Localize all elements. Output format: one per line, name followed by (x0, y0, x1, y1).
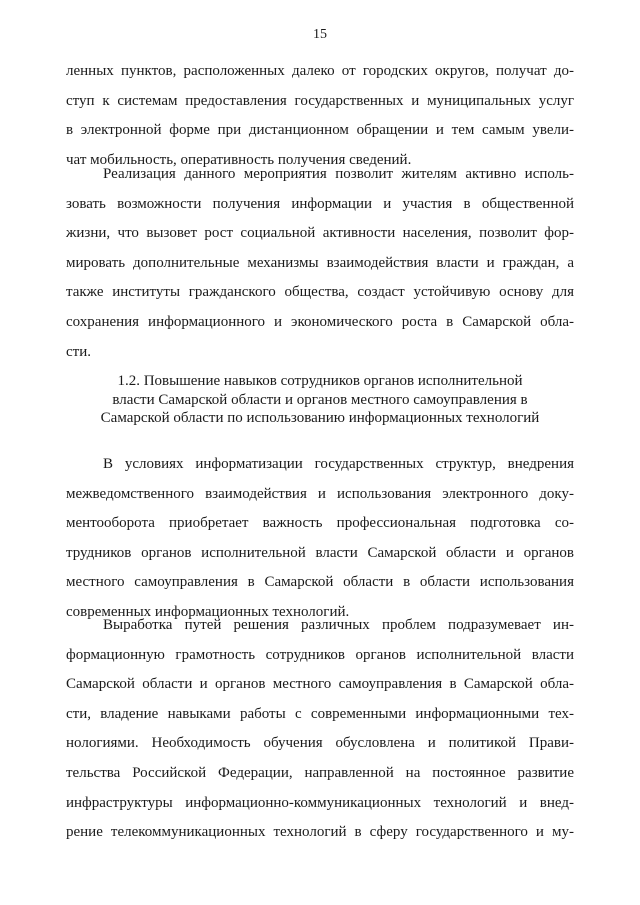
text-line: чат мобильность, оперативность получения сведений. (66, 151, 412, 168)
text-line: инфраструктуры информационно-коммуникационных технологий и внед- (66, 794, 574, 811)
text-line: формационную грамотность сотрудников органов исполнительной власти (66, 646, 574, 663)
text-line: современных информационных технологий. (66, 603, 350, 620)
text-line: Выработка путей решения различных проблем подразумевает ин- (103, 617, 574, 633)
heading-line: 1.2. Повышение навыков сотрудников органов исполнительной (117, 373, 523, 389)
text-line: трудников органов исполнительной власти Самарской области и органов (66, 544, 574, 561)
text-line: также институты гражданского общества, создаст устойчивую основу для (66, 284, 574, 301)
text-line: Самарской области и органов местного самоуправления в Самарской обла- (66, 676, 574, 693)
text-line: сохранения информационного и экономического роста в Самарской обла- (66, 313, 574, 330)
text-line: мировать дополнительные механизмы взаимодействия власти и граждан, а (66, 254, 574, 271)
text-line: зовать возможности получения информации и участия в общественной (66, 195, 574, 212)
text-line: сти. (66, 343, 91, 360)
section-heading (66, 372, 574, 428)
text-line: ментооборота приобретает важность профессиональная подготовка со- (66, 515, 574, 532)
text-line: тельства Российской Федерации, направленной на постоянное развитие (66, 764, 574, 781)
page-number: 15 (313, 27, 327, 42)
text-line: Реализация данного мероприятия позволит жителям активно исполь- (103, 166, 574, 182)
text-line: местного самоуправления в Самарской области в области использования (66, 574, 574, 591)
text-line: ленных пунктов, расположенных далеко от городских округов, получат до- (66, 63, 574, 79)
paragraph-continuation (66, 57, 574, 175)
paragraph-development (66, 611, 574, 848)
text-line: нологиями. Необходимость обучения обусловлена и политикой Прави- (66, 735, 574, 752)
text-line: ступ к системам предоставления государственных и муниципальных услуг (66, 92, 574, 109)
paragraph-informatization (66, 450, 574, 628)
text-line: В условиях информатизации государственных структур, внедрения (103, 456, 574, 472)
text-line: рение телекоммуникационных технологий в сферу государственного и му- (66, 824, 574, 841)
text-line: в электронной форме при дистанционном обращении и тем самым увели- (66, 122, 574, 139)
heading-line: власти Самарской области и органов местного самоуправления в (112, 391, 528, 408)
text-line: сти, владение навыками работы с современными информационными тех- (66, 705, 574, 722)
text-line: жизни, что вызовет рост социальной активности населения, позволит фор- (66, 225, 574, 242)
text-line: межведомственного взаимодействия и использования электронного доку- (66, 485, 574, 502)
heading-line: Самарской области по использованию информационных технологий (100, 410, 540, 426)
paragraph-realization (66, 160, 574, 367)
